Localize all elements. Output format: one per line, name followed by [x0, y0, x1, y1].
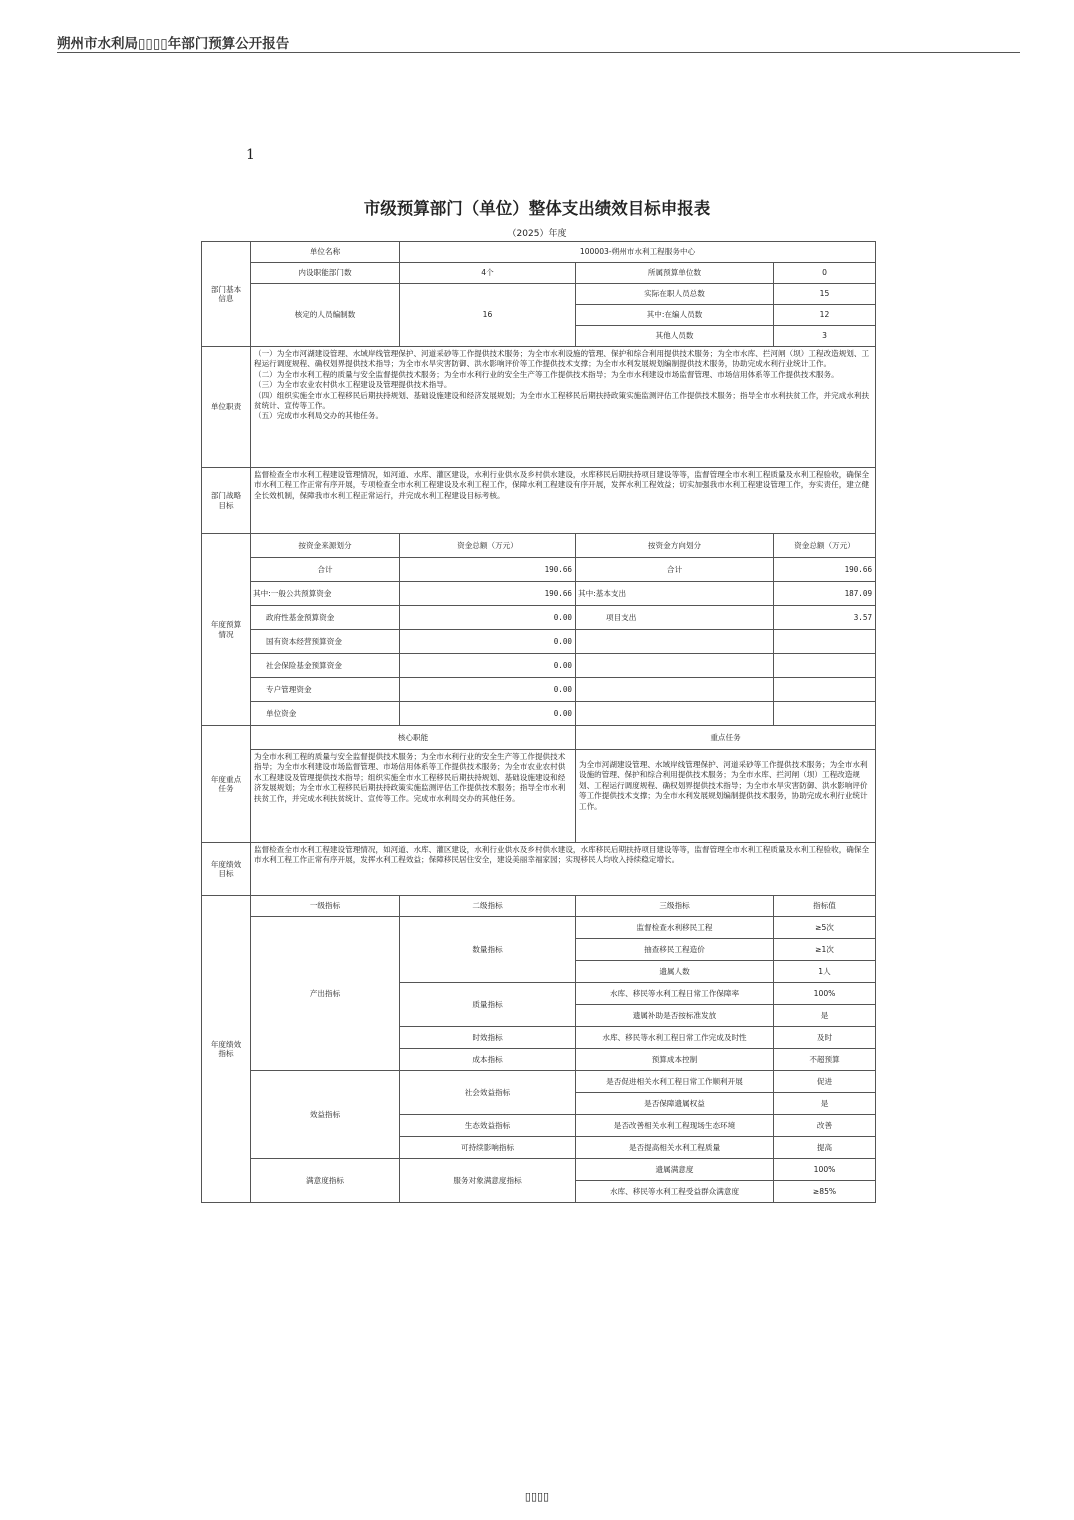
duties-text	[251, 347, 876, 468]
budget-source-amount: 0.00	[400, 702, 576, 726]
level3-indicator: 水库、移民等水利工程日常工作保障率	[576, 983, 774, 1005]
in-quota-staff: 12	[774, 305, 876, 326]
empty-cell	[774, 702, 876, 726]
section-indicators: 年度绩效指标	[202, 896, 251, 1203]
section-budget: 年度预算情况	[202, 534, 251, 726]
level1-indicator: 产出指标	[251, 917, 400, 1071]
empty-cell	[576, 702, 774, 726]
other-staff: 3	[774, 326, 876, 347]
level3-indicator: 遗属补助是否按标准发放	[576, 1005, 774, 1027]
indicator-value: ≥85%	[774, 1181, 876, 1203]
staff-quota: 16	[400, 284, 576, 347]
budget-source-name: 其中:一般公共预算资金	[251, 582, 400, 606]
cell-header: 三级指标	[576, 896, 774, 917]
budget-source-amount: 0.00	[400, 606, 576, 630]
cell-header: 指标值	[774, 896, 876, 917]
indicator-value: 及时	[774, 1027, 876, 1049]
empty-cell	[576, 654, 774, 678]
page-mark: 1	[246, 147, 255, 163]
key-tasks-text: 为全市河湖建设管理、水域岸线管理保护、河道采砂等工作提供技术服务；为全市水利设施的管理、保护和综合利用提供技术服务；为全市水库、拦河闸（坝）工程改造规划、工程运行调度规程、确权划界提供技术指导；为全市水旱灾害防御、洪水影响评价等工作提供技术支撑；为全市水利发展规划编制提供技术服务，协助完成水利行业统计工作。	[576, 750, 876, 843]
budget-use-amount: 3.57	[774, 606, 876, 630]
table-title: 市级预算部门（单位）整体支出绩效目标申报表	[363, 199, 711, 218]
indicator-value: 改善	[774, 1115, 876, 1137]
cell-header: 核心职能	[251, 726, 576, 750]
level3-indicator: 是否促进相关水利工程日常工作顺利开展	[576, 1071, 774, 1093]
section-basic-info: 部门基本信息	[202, 242, 251, 347]
section-duties: 单位职责	[202, 347, 251, 468]
budget-use-amount: 187.09	[774, 582, 876, 606]
empty-cell	[774, 654, 876, 678]
cell-label: 内设职能部门数	[251, 263, 400, 284]
indicator-value: ≥5次	[774, 917, 876, 939]
budget-use-amount: 190.66	[774, 558, 876, 582]
indicator-value: 不超预算	[774, 1049, 876, 1071]
level2-indicator: 数量指标	[400, 917, 576, 983]
level3-indicator: 监督检查水利移民工程	[576, 917, 774, 939]
budget-source-name: 国有资本经营预算资金	[251, 630, 400, 654]
cell-header: 资金总额（万元）	[400, 534, 576, 558]
cell-label: 实际在职人员总数	[576, 284, 774, 305]
indicator-value: 提高	[774, 1137, 876, 1159]
level3-indicator: 预算成本控制	[576, 1049, 774, 1071]
cell-label: 核定的人员编制数	[251, 284, 400, 347]
level3-indicator: 水库、移民等水利工程受益群众满意度	[576, 1181, 774, 1203]
level3-indicator: 遗属满意度	[576, 1159, 774, 1181]
duty-line: （三）为全市农业农村供水工程建设及管理提供技术指导。	[254, 380, 452, 390]
budget-source-amount: 190.66	[400, 582, 576, 606]
cell-header: 按资金来源划分	[251, 534, 400, 558]
budget-source-name: 单位资金	[251, 702, 400, 726]
empty-cell	[576, 630, 774, 654]
section-tasks: 年度重点任务	[202, 726, 251, 843]
empty-cell	[774, 678, 876, 702]
actual-staff: 15	[774, 284, 876, 305]
level2-indicator: 生态效益指标	[400, 1115, 576, 1137]
cell-header: 资金总额（万元）	[774, 534, 876, 558]
budget-source-name: 合计	[251, 558, 400, 582]
level3-indicator: 抽查移民工程造价	[576, 939, 774, 961]
budget-source-amount: 0.00	[400, 678, 576, 702]
indicator-value: 是	[774, 1005, 876, 1027]
level3-indicator: 是否保障遗属权益	[576, 1093, 774, 1115]
duty-line: （四）组织实施全市水工程移民后期扶持规划、基础设施建设和经济发展规划；为全市水工程移民后期扶持政策实施监测评估工作提供技术服务；指导全市水利扶贫工作，并完成水利扶贫统计、宣传等工作。	[254, 390, 870, 410]
duty-line: （二）为全市水利工程的质量与安全监督提供技术服务；为全市水利行业的安全生产等工作提供技术指导；为全市水利建设市场监督管理、市场信用体系等工作提供技术服务。	[254, 369, 839, 379]
indicator-value: 是	[774, 1093, 876, 1115]
budget-source-name: 社会保险基金预算资金	[251, 654, 400, 678]
empty-cell	[576, 678, 774, 702]
annual-goal-text: 监督检查全市水利工程建设管理情况，如河道、水库、灌区建设，水利行业供水及乡村供水建设，水库移民后期扶持项目建设等等，监督管理全市水利工程质量及水利工程验收，确保全市水利工程工作正常有序开展，发挥水利工程效益；保障移民居住安全，建设美丽幸福家园；实现移民人均收入持续稳定增长。	[251, 843, 876, 896]
subordinate-units: 0	[774, 263, 876, 284]
section-strategy: 部门战略目标	[202, 468, 251, 534]
indicator-value: 促进	[774, 1071, 876, 1093]
indicator-value: 100%	[774, 983, 876, 1005]
cell-label: 其中:在编人员数	[576, 305, 774, 326]
budget-use-name: 其中:基本支出	[576, 582, 774, 606]
budget-source-amount: 190.66	[400, 558, 576, 582]
unit-name: 100003-朔州市水利工程服务中心	[400, 242, 876, 263]
internal-depts: 4个	[400, 263, 576, 284]
level3-indicator: 是否提高相关水利工程质量	[576, 1137, 774, 1159]
cell-label: 所属预算单位数	[576, 263, 774, 284]
level2-indicator: 服务对象满意度指标	[400, 1159, 576, 1203]
budget-source-amount: 0.00	[400, 630, 576, 654]
level2-indicator: 社会效益指标	[400, 1071, 576, 1115]
budget-use-name: 项目支出	[576, 606, 774, 630]
cell-header: 按资金方向划分	[576, 534, 774, 558]
header-rule	[57, 52, 1020, 53]
indicator-value: 1人	[774, 961, 876, 983]
cell-header: 二级指标	[400, 896, 576, 917]
budget-source-amount: 0.00	[400, 654, 576, 678]
level1-indicator: 满意度指标	[251, 1159, 400, 1203]
level2-indicator: 可持续影响指标	[400, 1137, 576, 1159]
level3-indicator: 水库、移民等水利工程日常工作完成及时性	[576, 1027, 774, 1049]
running-header: 朔州市水利局▯▯▯▯年部门预算公开报告	[57, 36, 290, 52]
budget-source-name: 政府性基金预算资金	[251, 606, 400, 630]
core-functions-text: 为全市水利工程的质量与安全监督提供技术服务；为全市水利行业的安全生产等工作提供技术指导；为全市水利建设市场监督管理、市场信用体系等工作提供技术服务；为全市农业农村供水工程建设及管理提供技术指导；组织实施全市水工程移民后期扶持规划、基础设施建设和经济发展规划；为全市水工程移民后期扶持政策实施监测评估工作提供技术服务；指导全市水利扶贫工作，并完成水利扶贫统计、宣传等工作。完成市水利局交办的其他任务。	[251, 750, 576, 843]
indicator-value: ≥1次	[774, 939, 876, 961]
page-footer: ▯▯▯▯	[524, 1490, 550, 1503]
cell-label: 单位名称	[251, 242, 400, 263]
indicator-value: 100%	[774, 1159, 876, 1181]
level2-indicator: 时效指标	[400, 1027, 576, 1049]
duty-line: （一）为全市河湖建设管理、水域岸线管理保护、河道采砂等工作提供技术服务；为全市水利设施的管理、保护和综合利用提供技术服务；为全市水库、拦河闸（坝）工程改造规划、工程运行调度规程、确权划界提供技术指导；为全市水旱灾害防御、洪水影响评价等工作提供技术支撑；为全市水利发展规划编制提供技术服务，协助完成水利行业统计工作。	[254, 349, 870, 369]
level3-indicator: 是否改善相关水利工程现场生态环境	[576, 1115, 774, 1137]
budget-use-name: 合计	[576, 558, 774, 582]
year-label: （2025）年度	[507, 229, 567, 239]
performance-target-table	[201, 241, 876, 1203]
level3-indicator: 遗属人数	[576, 961, 774, 983]
strategy-text: 监督检查全市水利工程建设管理情况，如河道、水库、灌区建设，水利行业供水及乡村供水建设，水库移民后期扶持项目建设等等，监督管理全市水利工程质量及水利工程验收，确保全市水利工程工作正常有序开展，专项检查全市水利工程建设及水利工程工作，保障水利工程建设有序开展，发挥水利工程效益；切实加强我市水利工程建设管理工作，夯实责任，建立健全长效机制，保障我市水利工程正常运行，并完成水利工程建设目标考核。	[251, 468, 876, 534]
section-annual-goal: 年度绩效目标	[202, 843, 251, 896]
budget-source-name: 专户管理资金	[251, 678, 400, 702]
duty-line: （五）完成市水利局交办的其他任务。	[254, 411, 384, 421]
level2-indicator: 质量指标	[400, 983, 576, 1027]
cell-label: 其他人员数	[576, 326, 774, 347]
level1-indicator: 效益指标	[251, 1071, 400, 1159]
cell-header: 重点任务	[576, 726, 876, 750]
cell-header: 一级指标	[251, 896, 400, 917]
empty-cell	[774, 630, 876, 654]
level2-indicator: 成本指标	[400, 1049, 576, 1071]
